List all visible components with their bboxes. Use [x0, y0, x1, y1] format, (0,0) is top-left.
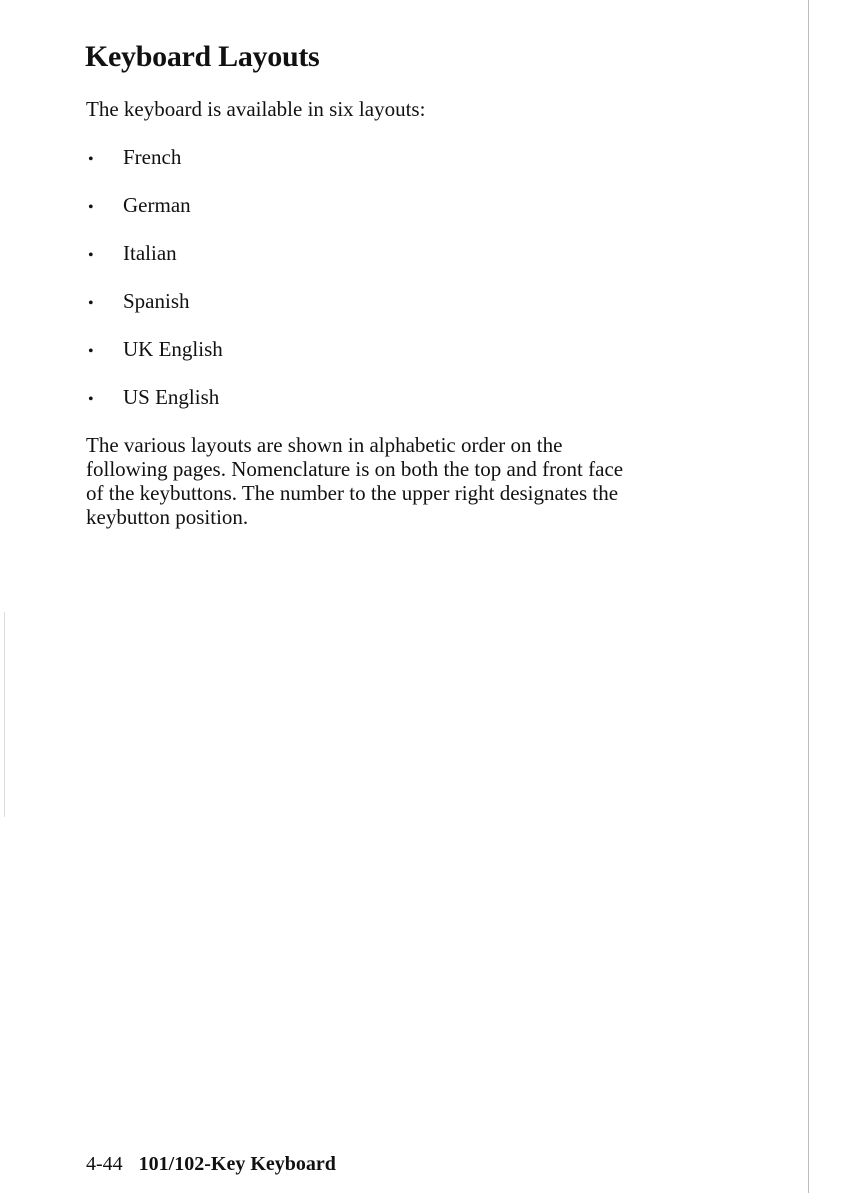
- page-title: Keyboard Layouts: [85, 40, 320, 73]
- page-footer: [86, 1152, 336, 1176]
- layout-name: French: [123, 145, 182, 169]
- list-item: [86, 337, 223, 385]
- paragraph-line: of the keybuttons. The number to the upper right designates the: [86, 481, 619, 505]
- layout-name: US English: [123, 385, 220, 409]
- layout-list: [86, 145, 223, 433]
- paragraph-line: keybutton position.: [86, 505, 249, 529]
- paragraph-line: The various layouts are shown in alphabetic order on the: [86, 433, 563, 457]
- footer-section-title: 101/102-Key Keyboard: [138, 1153, 336, 1175]
- bullet-icon: •: [88, 151, 94, 168]
- bullet-icon: •: [88, 247, 94, 264]
- bullet-icon: •: [88, 391, 94, 408]
- layout-name: Spanish: [123, 289, 190, 313]
- paragraph-line: following pages. Nomenclature is on both the top and front face: [86, 457, 624, 481]
- layout-name: UK English: [123, 337, 223, 361]
- list-item: [86, 145, 223, 193]
- list-item: [86, 289, 223, 337]
- bullet-icon: •: [88, 295, 94, 312]
- bullet-icon: •: [88, 343, 94, 360]
- list-item: [86, 193, 223, 241]
- layout-name: German: [123, 193, 191, 217]
- page-binding-edge: [808, 0, 809, 1193]
- description-paragraph: [86, 433, 726, 529]
- list-item: [86, 241, 223, 289]
- intro-text: The keyboard is available in six layouts:: [86, 97, 426, 121]
- layout-name: Italian: [123, 241, 177, 265]
- scan-edge-shadow: [4, 612, 5, 817]
- bullet-icon: •: [88, 199, 94, 216]
- page-number: 4-44: [86, 1153, 123, 1175]
- list-item: [86, 385, 223, 433]
